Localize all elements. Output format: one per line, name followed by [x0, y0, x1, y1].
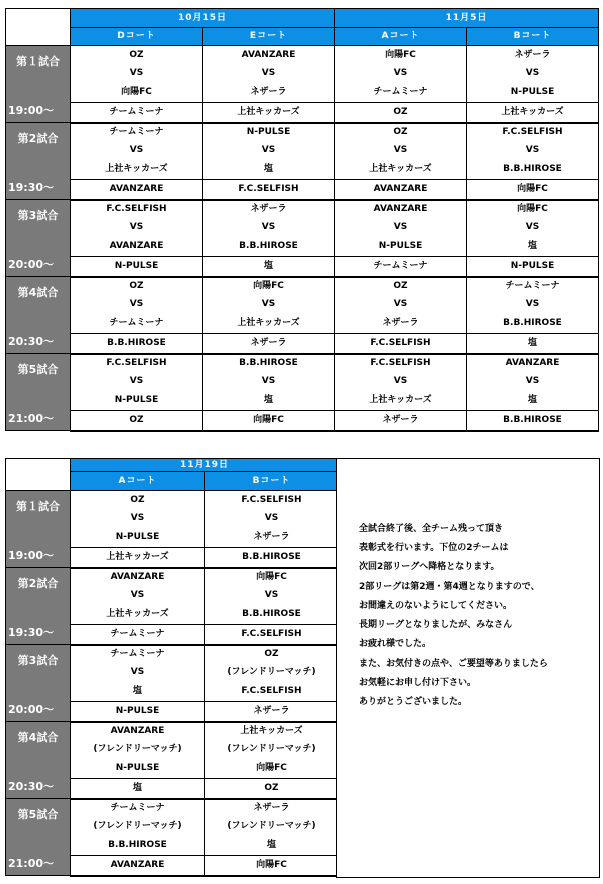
referee-team: 向陽FC [467, 179, 599, 199]
referee-team: ネザーラ [203, 333, 335, 353]
schedule-table-oct-nov [5, 8, 599, 432]
match-number: 第2試合 [17, 577, 59, 590]
match-time: 20:30～ [8, 780, 55, 793]
team-away: N-PULSE [335, 237, 467, 256]
match-number: 第4試合 [17, 731, 59, 744]
match-time: 19:30～ [8, 181, 55, 194]
team-home: OZ [335, 277, 467, 296]
vs-label: VS [467, 219, 599, 237]
team-away: AVANZARE [71, 237, 203, 256]
team-away: B.B.HIROSE [467, 160, 599, 179]
court-header: Bコート [467, 28, 599, 46]
vs-label: VS [335, 373, 467, 391]
vs-label: VS [467, 142, 599, 160]
date-header: 11月19日 [71, 459, 339, 472]
referee-team: 塩 [71, 778, 205, 798]
team-home: 向陽FC [205, 568, 339, 587]
team-away: 塩 [467, 237, 599, 256]
note-line: 表彰式を行います。下位の2チームは [359, 543, 509, 553]
vs-label: (フレンドリーマッチ) [205, 741, 339, 759]
team-home: OZ [71, 277, 203, 296]
match-number: 第5試合 [17, 808, 59, 821]
team-away: 塩 [205, 836, 339, 855]
vs-label: VS [335, 296, 467, 314]
team-away: F.C.SELFISH [205, 682, 339, 701]
match-number: 第3試合 [17, 209, 59, 222]
team-away: 上社キッカーズ [335, 160, 467, 179]
match-time: 20:30～ [8, 335, 55, 348]
team-away: ネザーラ [205, 528, 339, 547]
vs-label: VS [71, 142, 203, 160]
vs-label: VS [335, 219, 467, 237]
referee-team: チームミーナ [71, 102, 203, 122]
team-home: チームミーナ [71, 799, 205, 818]
team-home: チームミーナ [71, 645, 205, 664]
match-slot-label [6, 722, 71, 799]
team-away: B.B.HIROSE [203, 237, 335, 256]
court-header: Eコート [203, 28, 335, 46]
note-line: 2部リーグは第2週・第4週となりますので、 [359, 582, 540, 592]
team-away: 塩 [71, 682, 205, 701]
match-slot-label [6, 123, 71, 200]
team-home: AVANZARE [71, 722, 205, 741]
team-home: B.B.HIROSE [203, 354, 335, 373]
referee-team: F.C.SELFISH [335, 333, 467, 353]
match-time: 19:00～ [8, 104, 55, 117]
referee-team: B.B.HIROSE [205, 547, 339, 567]
date-header: 10月15日 [71, 9, 335, 28]
vs-label: VS [71, 65, 203, 83]
match-number: 第2試合 [17, 132, 59, 145]
referee-team: OZ [71, 410, 203, 430]
referee-team: ネザーラ [205, 701, 339, 721]
match-slot-label [6, 568, 71, 645]
team-away: ネザーラ [335, 314, 467, 333]
team-away: 塩 [203, 160, 335, 179]
note-line: ありがとうございました。 [359, 697, 468, 707]
match-slot-label [6, 799, 71, 876]
team-away: N-PULSE [71, 391, 203, 410]
team-home: ネザーラ [467, 46, 599, 65]
team-home: ネザーラ [203, 200, 335, 219]
team-home: AVANZARE [203, 46, 335, 65]
note-line: お間違えのないようにしてください。 [359, 601, 513, 611]
team-away: 上社キッカーズ [203, 314, 335, 333]
team-away: ネザーラ [203, 83, 335, 102]
team-home: N-PULSE [203, 123, 335, 142]
team-away: 上社キッカーズ [335, 391, 467, 410]
referee-team: B.B.HIROSE [467, 410, 599, 430]
referee-team: ネザーラ [335, 410, 467, 430]
team-home: 向陽FC [203, 277, 335, 296]
court-header: Aコート [335, 28, 467, 46]
team-home: F.C.SELFISH [467, 123, 599, 142]
referee-team: AVANZARE [335, 179, 467, 199]
referee-team: 塩 [467, 333, 599, 353]
team-home: AVANZARE [335, 200, 467, 219]
vs-label: VS [203, 142, 335, 160]
referee-team: AVANZARE [71, 855, 205, 875]
vs-label: VS [203, 219, 335, 237]
referee-team: チームミーナ [71, 624, 205, 644]
referee-team: 上社キッカーズ [203, 102, 335, 122]
match-number: 第１試合 [16, 55, 60, 68]
court-header: Dコート [71, 28, 203, 46]
referee-team: 向陽FC [205, 855, 339, 875]
referee-team: OZ [335, 102, 467, 122]
team-away: 上社キッカーズ [71, 605, 205, 624]
team-home: OZ [205, 645, 339, 664]
team-home: F.C.SELFISH [71, 200, 203, 219]
vs-label: VS [203, 296, 335, 314]
note-line: 全試合終了後、全チーム残って頂き [359, 524, 504, 534]
court-header: Bコート [205, 472, 339, 491]
match-time: 20:00～ [8, 258, 55, 271]
referee-team: N-PULSE [71, 256, 203, 276]
referee-team: F.C.SELFISH [203, 179, 335, 199]
team-home: OZ [335, 123, 467, 142]
team-home: チームミーナ [467, 277, 599, 296]
team-away: B.B.HIROSE [71, 836, 205, 855]
vs-label: VS [71, 296, 203, 314]
vs-label: VS [203, 373, 335, 391]
team-home: チームミーナ [71, 123, 203, 142]
referee-team: AVANZARE [71, 179, 203, 199]
vs-label: VS [467, 296, 599, 314]
team-away: 上社キッカーズ [71, 160, 203, 179]
referee-team: OZ [205, 778, 339, 798]
note-line: また、お気付きの点や、ご要望等ありましたら [359, 659, 548, 669]
team-home: AVANZARE [71, 568, 205, 587]
team-home: F.C.SELFISH [335, 354, 467, 373]
team-away: N-PULSE [467, 83, 599, 102]
team-away: 塩 [467, 391, 599, 410]
vs-label: (フレンドリーマッチ) [205, 818, 339, 836]
match-time: 19:00～ [8, 549, 55, 562]
referee-team: 向陽FC [203, 410, 335, 430]
note-line: 長期リーグとなりましたが、みなさん [359, 620, 513, 630]
vs-label: (フレンドリーマッチ) [205, 664, 339, 682]
referee-team: N-PULSE [467, 256, 599, 276]
vs-label: VS [71, 664, 205, 682]
referee-team: B.B.HIROSE [71, 333, 203, 353]
notes-box [336, 458, 600, 878]
referee-team: F.C.SELFISH [205, 624, 339, 644]
referee-team: 上社キッカーズ [71, 547, 205, 567]
vs-label: VS [71, 219, 203, 237]
team-home: OZ [71, 46, 203, 65]
schedule-table-nov19 [5, 458, 339, 877]
vs-label: VS [335, 142, 467, 160]
match-number: 第5試合 [17, 363, 59, 376]
team-home: OZ [71, 491, 205, 510]
match-slot-label [6, 645, 71, 722]
vs-label: VS [71, 587, 205, 605]
vs-label: (フレンドリーマッチ) [71, 818, 205, 836]
match-time: 21:00～ [8, 857, 55, 870]
match-number: 第4試合 [17, 286, 59, 299]
match-slot-label [6, 46, 71, 123]
team-away: 塩 [203, 391, 335, 410]
team-away: B.B.HIROSE [205, 605, 339, 624]
vs-label: VS [203, 65, 335, 83]
match-time: 21:00～ [8, 412, 55, 425]
note-line: お気軽にお申し付け下さい。 [359, 678, 477, 688]
vs-label: VS [71, 373, 203, 391]
referee-team: 塩 [203, 256, 335, 276]
header-corner [6, 9, 71, 46]
referee-team: 上社キッカーズ [467, 102, 599, 122]
team-home: ネザーラ [205, 799, 339, 818]
match-number: 第１試合 [16, 500, 60, 513]
match-slot-label [6, 200, 71, 277]
match-slot-label [6, 354, 71, 431]
match-time: 19:30～ [8, 626, 55, 639]
vs-label: (フレンドリーマッチ) [71, 741, 205, 759]
team-away: 向陽FC [71, 83, 203, 102]
date-header: 11月5日 [335, 9, 599, 28]
referee-team: チームミーナ [335, 256, 467, 276]
team-away: N-PULSE [71, 759, 205, 778]
match-time: 20:00～ [8, 703, 55, 716]
header-corner [6, 459, 71, 491]
vs-label: VS [205, 510, 339, 528]
note-line: お疲れ様でした。 [359, 639, 432, 649]
vs-label: VS [205, 587, 339, 605]
vs-label: VS [335, 65, 467, 83]
team-home: 向陽FC [467, 200, 599, 219]
team-away: 向陽FC [205, 759, 339, 778]
team-home: F.C.SELFISH [205, 491, 339, 510]
match-number: 第3試合 [17, 654, 59, 667]
court-header: Aコート [71, 472, 205, 491]
team-home: 向陽FC [335, 46, 467, 65]
team-home: AVANZARE [467, 354, 599, 373]
note-line: 次回2部リーグへ降格となります。 [359, 562, 500, 572]
team-away: B.B.HIROSE [467, 314, 599, 333]
team-away: チームミーナ [335, 83, 467, 102]
team-away: N-PULSE [71, 528, 205, 547]
match-slot-label [6, 277, 71, 354]
referee-team: N-PULSE [71, 701, 205, 721]
vs-label: VS [467, 373, 599, 391]
team-home: 上社キッカーズ [205, 722, 339, 741]
team-home: F.C.SELFISH [71, 354, 203, 373]
match-slot-label [6, 491, 71, 568]
team-away: チームミーナ [71, 314, 203, 333]
vs-label: VS [71, 510, 205, 528]
vs-label: VS [467, 65, 599, 83]
